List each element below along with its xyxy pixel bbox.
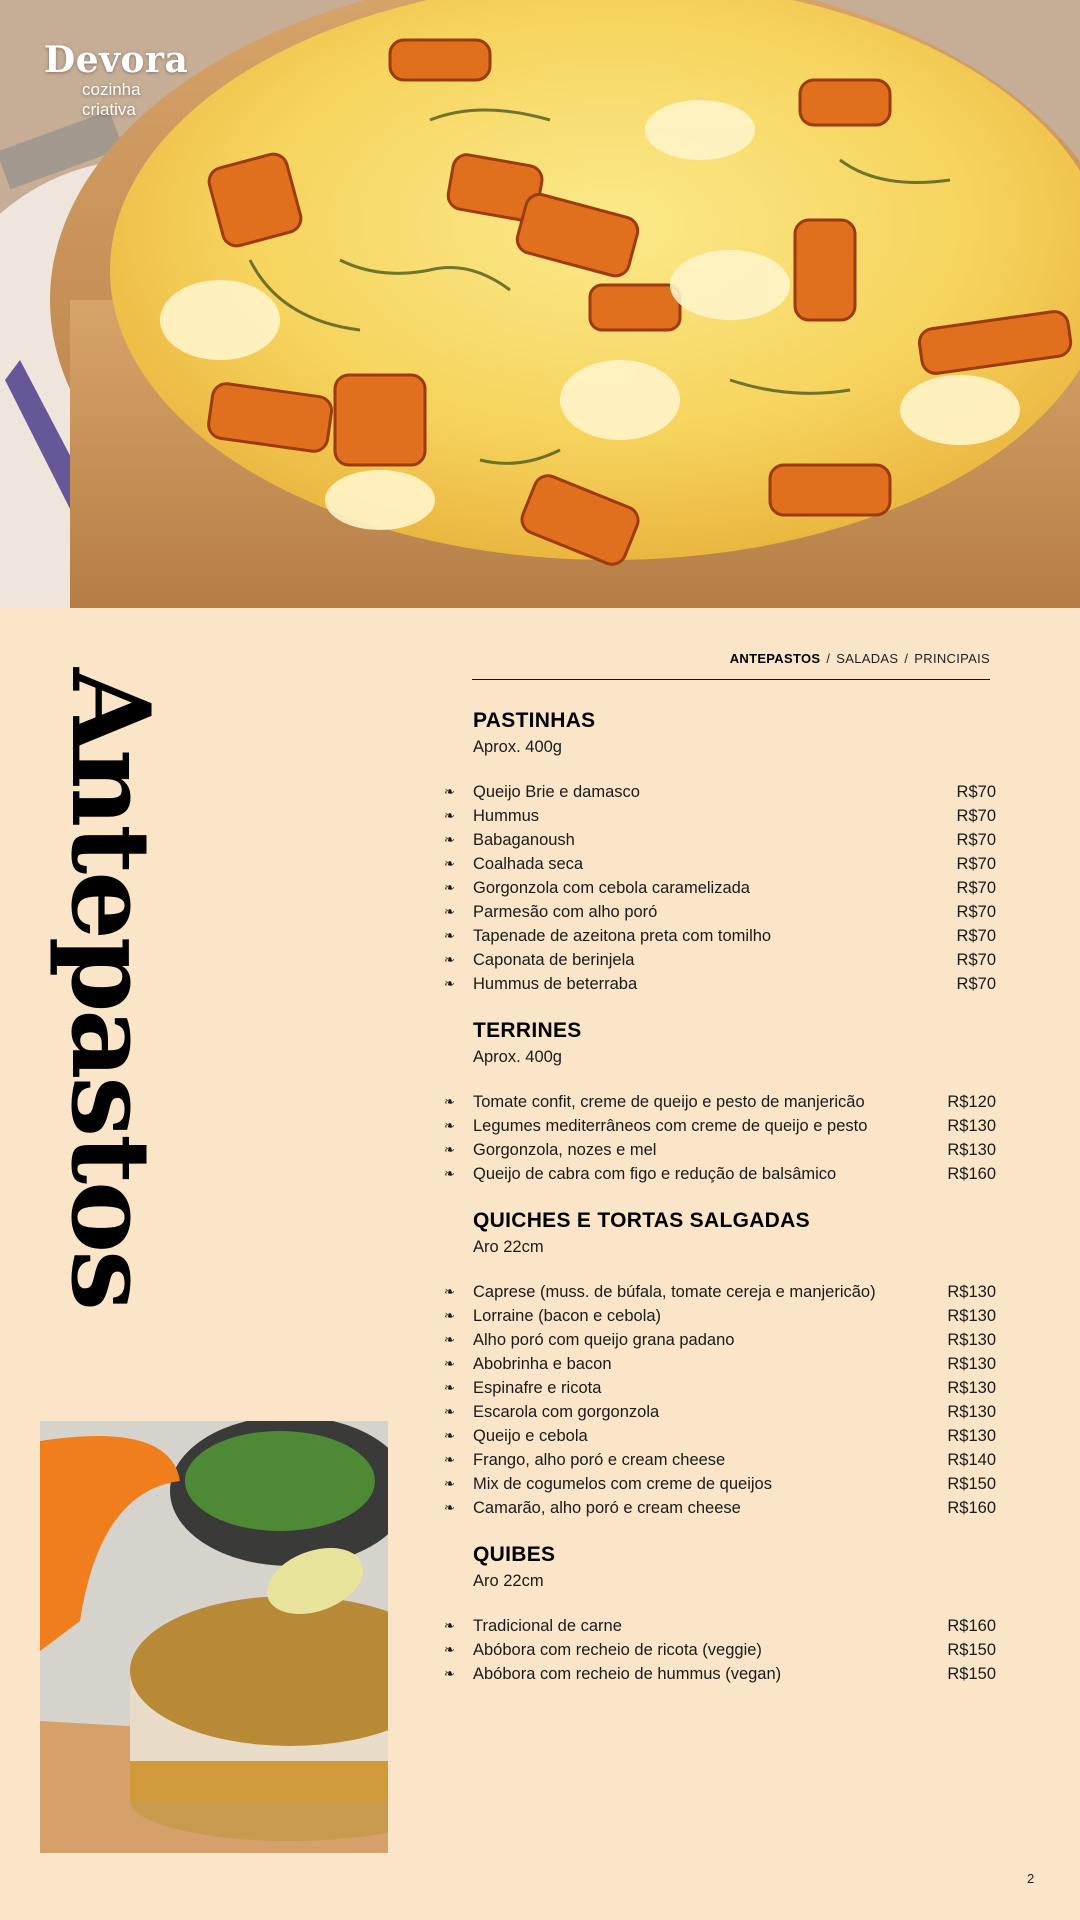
menu-item — [440, 900, 1000, 924]
section-subtitle: Aprox. 400g — [473, 1048, 562, 1066]
menu-item-price: R$130 — [947, 1141, 996, 1159]
menu-item — [440, 1376, 1000, 1400]
menu-item — [440, 1114, 1000, 1138]
menu-item-price: R$70 — [956, 855, 996, 873]
menu-item — [440, 972, 1000, 996]
fleuron-bullet-icon: ❧ — [444, 1308, 455, 1323]
menu-item — [440, 1304, 1000, 1328]
menu-item — [440, 1448, 1000, 1472]
fleuron-bullet-icon: ❧ — [444, 1452, 455, 1467]
menu-item — [440, 1352, 1000, 1376]
fleuron-bullet-icon: ❧ — [444, 1642, 455, 1657]
menu-item-name: Gorgonzola com cebola caramelizada — [473, 879, 750, 897]
section-nav — [730, 651, 990, 666]
fleuron-bullet-icon: ❧ — [444, 1142, 455, 1157]
menu-item — [440, 948, 1000, 972]
menu-item — [440, 1638, 1000, 1662]
fleuron-bullet-icon: ❧ — [444, 1332, 455, 1347]
fleuron-bullet-icon: ❧ — [444, 1380, 455, 1395]
fleuron-bullet-icon: ❧ — [444, 1666, 455, 1681]
menu-item-price: R$160 — [947, 1165, 996, 1183]
menu-item-name: Frango, alho poró e cream cheese — [473, 1451, 726, 1469]
menu-item-price: R$70 — [956, 951, 996, 969]
section-title: PASTINHAS — [473, 709, 596, 732]
menu-item-name: Tradicional de carne — [473, 1617, 622, 1635]
menu-item — [440, 804, 1000, 828]
fleuron-bullet-icon: ❧ — [444, 1476, 455, 1491]
menu-item-price: R$70 — [956, 879, 996, 897]
fleuron-bullet-icon: ❧ — [444, 784, 455, 799]
brand-logo — [44, 40, 188, 120]
menu-item — [440, 1424, 1000, 1448]
menu-item-price: R$150 — [947, 1641, 996, 1659]
menu-item-name: Parmesão com alho poró — [473, 903, 658, 921]
menu-item — [440, 1496, 1000, 1520]
menu-item-price: R$70 — [956, 807, 996, 825]
fleuron-bullet-icon: ❧ — [444, 1284, 455, 1299]
section-subtitle: Aprox. 400g — [473, 738, 562, 756]
brand-tagline-2: criativa — [82, 100, 136, 119]
section-title: QUICHES E TORTAS SALGADAS — [473, 1209, 810, 1232]
fleuron-bullet-icon: ❧ — [444, 1356, 455, 1371]
menu-item-price: R$160 — [947, 1617, 996, 1635]
menu-section — [440, 1016, 1000, 1186]
menu-item-price: R$130 — [947, 1427, 996, 1445]
fleuron-bullet-icon: ❧ — [444, 952, 455, 967]
menu-item-name: Queijo de cabra com figo e redução de balsâmico — [473, 1165, 837, 1183]
nav-item-antepastos[interactable]: ANTEPASTOS — [729, 651, 821, 666]
nav-item-principais[interactable]: PRINCIPAIS — [914, 651, 990, 666]
menu-item-name: Caponata de berinjela — [473, 951, 635, 969]
menu-item-price: R$130 — [947, 1331, 996, 1349]
menu-item-price: R$150 — [947, 1475, 996, 1493]
menu-item-price: R$130 — [947, 1283, 996, 1301]
menu-item-price: R$70 — [956, 975, 996, 993]
fleuron-bullet-icon: ❧ — [444, 880, 455, 895]
menu-item-price: R$150 — [947, 1665, 996, 1683]
nav-item-saladas[interactable]: SALADAS — [836, 651, 899, 666]
menu-item-price: R$140 — [947, 1451, 996, 1469]
menu-item-name: Abobrinha e bacon — [473, 1355, 612, 1373]
menu-item — [440, 1614, 1000, 1638]
brand-tagline: cozinha — [82, 80, 141, 99]
fleuron-bullet-icon: ❧ — [444, 808, 455, 823]
menu-item-name: Mix de cogumelos com creme de queijos — [473, 1475, 772, 1493]
menu-item-name: Alho poró com queijo grana padano — [473, 1331, 735, 1349]
menu-item-name: Tapenade de azeitona preta com tomilho — [473, 927, 772, 945]
menu-item-price: R$70 — [956, 831, 996, 849]
menu-list — [440, 706, 1000, 1706]
fleuron-bullet-icon: ❧ — [444, 1428, 455, 1443]
menu-item — [440, 1472, 1000, 1496]
menu-item-name: Hummus — [473, 807, 540, 825]
nav-divider — [472, 679, 990, 680]
menu-item-price: R$70 — [956, 783, 996, 801]
fleuron-bullet-icon: ❧ — [444, 856, 455, 871]
menu-item-price: R$70 — [956, 927, 996, 945]
section-subtitle: Aro 22cm — [473, 1238, 544, 1256]
hero-photo-quiche — [0, 0, 1080, 608]
menu-item-price: R$130 — [947, 1117, 996, 1135]
section-subtitle: Aro 22cm — [473, 1572, 544, 1590]
menu-item — [440, 1400, 1000, 1424]
nav-separator: / — [904, 651, 909, 666]
menu-item-name: Abóbora com recheio de ricota (veggie) — [473, 1641, 762, 1659]
menu-item — [440, 876, 1000, 900]
menu-item — [440, 1662, 1000, 1686]
menu-item-price: R$160 — [947, 1499, 996, 1517]
fleuron-bullet-icon: ❧ — [444, 1500, 455, 1515]
fleuron-bullet-icon: ❧ — [444, 1094, 455, 1109]
nav-separator: / — [826, 651, 831, 666]
menu-section — [440, 706, 1000, 996]
menu-item-name: Hummus de beterraba — [473, 975, 638, 993]
menu-item — [440, 1162, 1000, 1186]
menu-item — [440, 1090, 1000, 1114]
menu-item — [440, 852, 1000, 876]
fleuron-bullet-icon: ❧ — [444, 904, 455, 919]
menu-item — [440, 780, 1000, 804]
menu-item-name: Queijo e cebola — [473, 1427, 588, 1445]
section-title: QUIBES — [473, 1543, 556, 1566]
menu-item-name: Caprese (muss. de búfala, tomate cereja e manjericão) — [473, 1283, 876, 1301]
menu-section — [440, 1206, 1000, 1520]
fleuron-bullet-icon: ❧ — [444, 976, 455, 991]
menu-section — [440, 1540, 1000, 1686]
menu-item-name: Gorgonzola, nozes e mel — [473, 1141, 657, 1159]
page-number: 2 — [1027, 1871, 1035, 1886]
fleuron-bullet-icon: ❧ — [444, 1118, 455, 1133]
menu-item-name: Escarola com gorgonzola — [473, 1403, 660, 1421]
photo-quibe — [40, 1421, 388, 1853]
section-title: TERRINES — [473, 1019, 582, 1042]
menu-item-name: Legumes mediterrâneos com creme de queijo e pesto — [473, 1117, 868, 1135]
menu-item-name: Tomate confit, creme de queijo e pesto de manjericão — [473, 1093, 865, 1111]
menu-item — [440, 924, 1000, 948]
menu-item-price: R$130 — [947, 1307, 996, 1325]
fleuron-bullet-icon: ❧ — [444, 832, 455, 847]
menu-item-name: Queijo Brie e damasco — [473, 783, 640, 801]
fleuron-bullet-icon: ❧ — [444, 1404, 455, 1419]
fleuron-bullet-icon: ❧ — [444, 1618, 455, 1633]
menu-item-name: Abóbora com recheio de hummus (vegan) — [473, 1665, 782, 1683]
menu-item-name: Coalhada seca — [473, 855, 584, 873]
menu-item-name: Babaganoush — [473, 831, 575, 849]
menu-item — [440, 1138, 1000, 1162]
menu-item-price: R$120 — [947, 1093, 996, 1111]
fleuron-bullet-icon: ❧ — [444, 928, 455, 943]
page-title: Antepastos — [47, 668, 173, 1308]
menu-item — [440, 828, 1000, 852]
menu-item-price: R$130 — [947, 1355, 996, 1373]
menu-item-price: R$130 — [947, 1379, 996, 1397]
fleuron-bullet-icon: ❧ — [444, 1166, 455, 1181]
menu-item-name: Espinafre e ricota — [473, 1379, 602, 1397]
menu-item-name: Lorraine (bacon e cebola) — [473, 1307, 662, 1325]
menu-item — [440, 1328, 1000, 1352]
menu-item-price: R$130 — [947, 1403, 996, 1421]
menu-item-name: Camarão, alho poró e cream cheese — [473, 1499, 741, 1517]
brand-name: Devora — [44, 39, 189, 81]
menu-item — [440, 1280, 1000, 1304]
menu-item-price: R$70 — [956, 903, 996, 921]
quibe-illustration — [40, 1421, 388, 1853]
